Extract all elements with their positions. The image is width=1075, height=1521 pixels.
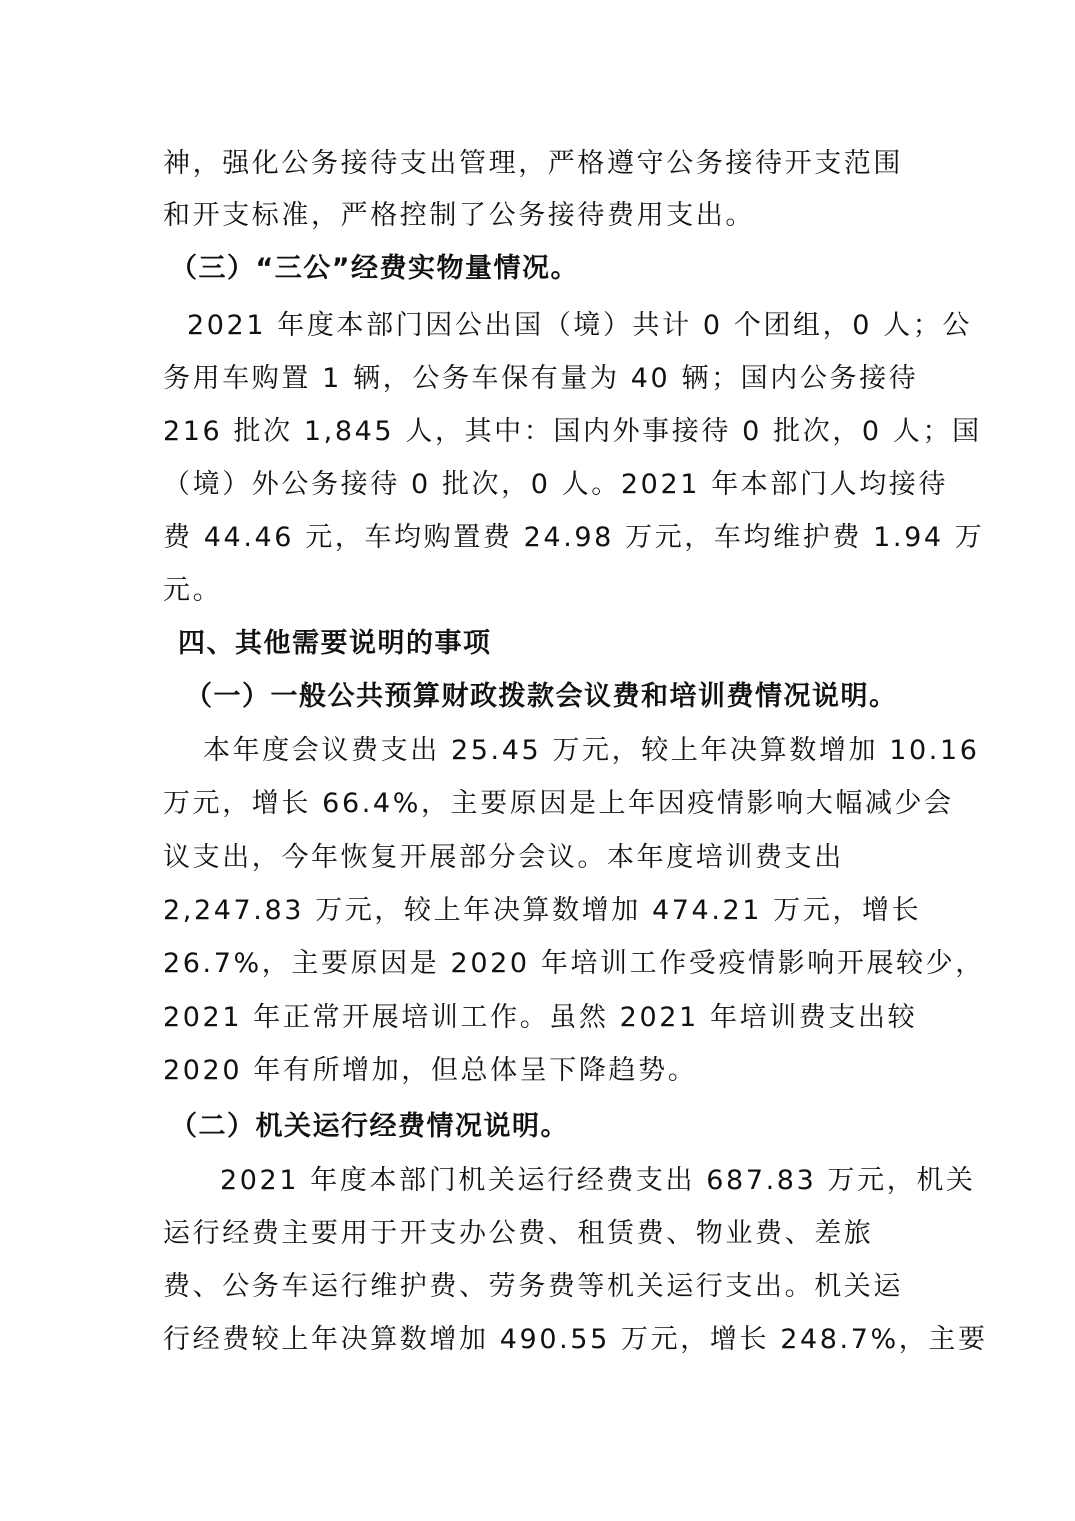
body-line: 运行经费主要用于开支办公费、租赁费、物业费、差旅: [163, 1218, 874, 1249]
body-line: 费 44.46 元，车均购置费 24.98 万元，车均维护费 1.94 万: [163, 522, 985, 553]
body-line: 万元，增长 66.4%，主要原因是上年因疫情影响大幅减少会: [163, 788, 954, 819]
body-line: 费、公务车运行维护费、劳务费等机关运行支出。机关运: [163, 1271, 903, 1302]
subsection-heading: （二）机关运行经费情况说明。: [170, 1111, 569, 1142]
body-line: 2021 年度本部门机关运行经费支出 687.83 万元，机关: [220, 1165, 976, 1196]
body-line: 2021 年正常开展培训工作。虽然 2021 年培训费支出较: [163, 1002, 918, 1033]
subsection-heading: （一）一般公共预算财政拨款会议费和培训费情况说明。: [185, 681, 898, 712]
body-line: 216 批次 1,845 人，其中：国内外事接待 0 批次，0 人；国: [163, 416, 982, 447]
body-line: 神，强化公务接待支出管理，严格遵守公务接待开支范围: [163, 148, 903, 179]
subsection-heading: （三）“三公”经费实物量情况。: [170, 253, 579, 284]
body-line: 议支出，今年恢复开展部分会议。本年度培训费支出: [163, 842, 844, 873]
section-heading: 四、其他需要说明的事项: [178, 628, 492, 659]
body-line: 26.7%，主要原因是 2020 年培训工作受疫情影响开展较少，: [163, 948, 985, 979]
body-line: 本年度会议费支出 25.45 万元，较上年决算数增加 10.16: [203, 735, 980, 766]
body-line: 2,247.83 万元，较上年决算数增加 474.21 万元，增长: [163, 895, 922, 926]
body-line: （境）外公务接待 0 批次，0 人。2021 年本部门人均接待: [163, 469, 948, 500]
body-line: 务用车购置 1 辆，公务车保有量为 40 辆；国内公务接待: [163, 363, 919, 394]
body-line: 元。: [163, 575, 223, 606]
body-line: 2020 年有所增加，但总体呈下降趋势。: [163, 1055, 698, 1086]
body-line: 和开支标准，严格控制了公务接待费用支出。: [163, 200, 755, 231]
body-line: 行经费较上年决算数增加 490.55 万元，增长 248.7%，主要: [163, 1324, 988, 1355]
body-line: 2021 年度本部门因公出国（境）共计 0 个团组，0 人；公: [187, 310, 972, 341]
